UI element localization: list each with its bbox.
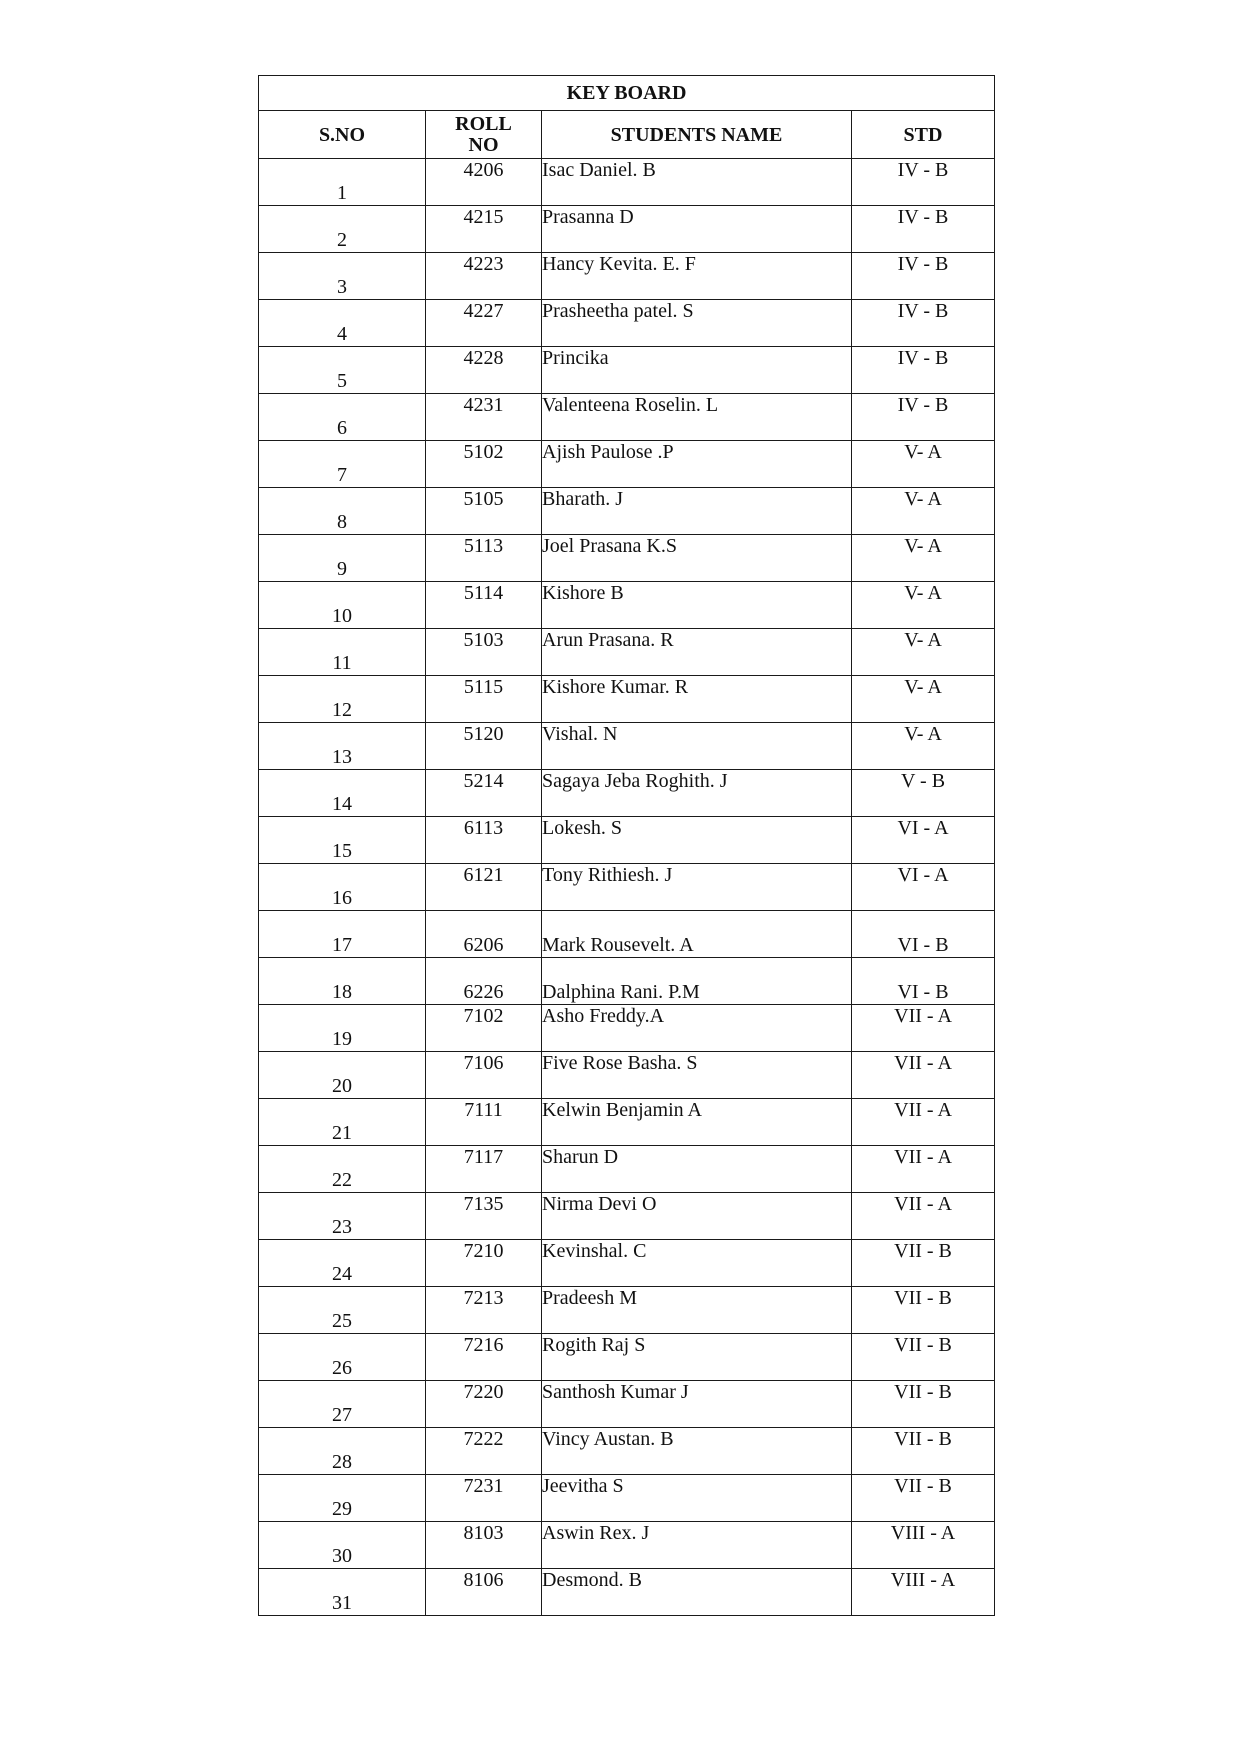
table-body <box>259 159 995 1616</box>
cell-std: VIII - A <box>852 1522 995 1569</box>
cell-sno: 6 <box>259 394 426 441</box>
cell-sno: 27 <box>259 1381 426 1428</box>
cell-std: VII - B <box>852 1475 995 1522</box>
cell-student-name: Lokesh. S <box>542 817 852 864</box>
cell-sno: 30 <box>259 1522 426 1569</box>
cell-roll-no: 6121 <box>426 864 542 911</box>
cell-student-name: Aswin Rex. J <box>542 1522 852 1569</box>
cell-std: VII - B <box>852 1240 995 1287</box>
cell-student-name: Desmond. B <box>542 1569 852 1616</box>
table-header-row <box>259 111 995 159</box>
cell-roll-no: 8106 <box>426 1569 542 1616</box>
table-row <box>259 817 995 864</box>
table-row <box>259 1334 995 1381</box>
cell-std: VI - A <box>852 864 995 911</box>
cell-sno: 25 <box>259 1287 426 1334</box>
cell-roll-no: 4228 <box>426 347 542 394</box>
table-row <box>259 535 995 582</box>
cell-student-name: Vincy Austan. B <box>542 1428 852 1475</box>
table-row <box>259 1428 995 1475</box>
table-row <box>259 723 995 770</box>
cell-sno: 18 <box>259 958 426 1005</box>
cell-sno: 15 <box>259 817 426 864</box>
cell-student-name: Prasanna D <box>542 206 852 253</box>
cell-roll-no: 5214 <box>426 770 542 817</box>
cell-student-name: Bharath. J <box>542 488 852 535</box>
cell-std: VII - A <box>852 1005 995 1052</box>
table-title-row <box>259 76 995 111</box>
cell-roll-no: 7210 <box>426 1240 542 1287</box>
cell-roll-no: 4223 <box>426 253 542 300</box>
table-row <box>259 1146 995 1193</box>
student-roster-table <box>258 75 995 1616</box>
cell-std: VI - B <box>852 958 995 1005</box>
table-row <box>259 1569 995 1616</box>
cell-std: IV - B <box>852 394 995 441</box>
table-row <box>259 582 995 629</box>
cell-std: VII - B <box>852 1334 995 1381</box>
cell-student-name: Hancy Kevita. E. F <box>542 253 852 300</box>
cell-std: VI - B <box>852 911 995 958</box>
cell-roll-no: 8103 <box>426 1522 542 1569</box>
header-students-name: STUDENTS NAME <box>542 111 852 159</box>
cell-sno: 16 <box>259 864 426 911</box>
cell-student-name: Vishal. N <box>542 723 852 770</box>
cell-sno: 10 <box>259 582 426 629</box>
cell-std: V- A <box>852 676 995 723</box>
cell-roll-no: 4215 <box>426 206 542 253</box>
cell-std: V- A <box>852 629 995 676</box>
cell-student-name: Valenteena Roselin. L <box>542 394 852 441</box>
cell-roll-no: 4231 <box>426 394 542 441</box>
cell-sno: 21 <box>259 1099 426 1146</box>
cell-std: VII - A <box>852 1146 995 1193</box>
cell-student-name: Rogith Raj S <box>542 1334 852 1381</box>
table-row <box>259 1475 995 1522</box>
table-row <box>259 1099 995 1146</box>
table-row <box>259 159 995 206</box>
cell-sno: 23 <box>259 1193 426 1240</box>
cell-sno: 31 <box>259 1569 426 1616</box>
cell-student-name: Dalphina Rani. P.M <box>542 958 852 1005</box>
cell-student-name: Santhosh Kumar J <box>542 1381 852 1428</box>
cell-roll-no: 7216 <box>426 1334 542 1381</box>
cell-std: VII - B <box>852 1381 995 1428</box>
cell-student-name: Tony Rithiesh. J <box>542 864 852 911</box>
header-roll-line2: NO <box>468 133 499 156</box>
table-row <box>259 300 995 347</box>
cell-sno: 11 <box>259 629 426 676</box>
cell-student-name: Kevinshal. C <box>542 1240 852 1287</box>
cell-sno: 12 <box>259 676 426 723</box>
cell-roll-no: 6113 <box>426 817 542 864</box>
cell-student-name: Isac Daniel. B <box>542 159 852 206</box>
cell-roll-no: 7213 <box>426 1287 542 1334</box>
cell-roll-no: 7231 <box>426 1475 542 1522</box>
cell-student-name: Joel Prasana K.S <box>542 535 852 582</box>
table-row <box>259 394 995 441</box>
table-row <box>259 347 995 394</box>
cell-roll-no: 5113 <box>426 535 542 582</box>
cell-std: VII - A <box>852 1099 995 1146</box>
cell-sno: 5 <box>259 347 426 394</box>
cell-sno: 17 <box>259 911 426 958</box>
cell-student-name: Kishore B <box>542 582 852 629</box>
cell-student-name: Mark Rousevelt. A <box>542 911 852 958</box>
cell-std: IV - B <box>852 347 995 394</box>
cell-student-name: Prasheetha patel. S <box>542 300 852 347</box>
table-row <box>259 1240 995 1287</box>
cell-std: VI - A <box>852 817 995 864</box>
cell-std: IV - B <box>852 300 995 347</box>
cell-roll-no: 7106 <box>426 1052 542 1099</box>
table-row <box>259 488 995 535</box>
cell-student-name: Ajish Paulose .P <box>542 441 852 488</box>
cell-roll-no: 7102 <box>426 1005 542 1052</box>
cell-roll-no: 5103 <box>426 629 542 676</box>
cell-student-name: Nirma Devi O <box>542 1193 852 1240</box>
cell-sno: 26 <box>259 1334 426 1381</box>
cell-roll-no: 6226 <box>426 958 542 1005</box>
table-row <box>259 1052 995 1099</box>
table-row <box>259 1005 995 1052</box>
table-row <box>259 441 995 488</box>
table-row <box>259 1522 995 1569</box>
header-sno: S.NO <box>259 111 426 159</box>
table-row <box>259 206 995 253</box>
cell-sno: 1 <box>259 159 426 206</box>
cell-roll-no: 7117 <box>426 1146 542 1193</box>
cell-sno: 13 <box>259 723 426 770</box>
cell-student-name: Five Rose Basha. S <box>542 1052 852 1099</box>
table-row <box>259 864 995 911</box>
table-row <box>259 770 995 817</box>
cell-sno: 3 <box>259 253 426 300</box>
cell-student-name: Arun Prasana. R <box>542 629 852 676</box>
cell-student-name: Sharun D <box>542 1146 852 1193</box>
cell-std: V- A <box>852 488 995 535</box>
cell-sno: 19 <box>259 1005 426 1052</box>
table-row <box>259 629 995 676</box>
cell-roll-no: 7222 <box>426 1428 542 1475</box>
cell-sno: 28 <box>259 1428 426 1475</box>
table-row <box>259 1287 995 1334</box>
cell-sno: 29 <box>259 1475 426 1522</box>
table-row <box>259 253 995 300</box>
cell-roll-no: 5120 <box>426 723 542 770</box>
cell-sno: 14 <box>259 770 426 817</box>
cell-student-name: Princika <box>542 347 852 394</box>
table-row <box>259 1381 995 1428</box>
cell-sno: 7 <box>259 441 426 488</box>
cell-student-name: Pradeesh M <box>542 1287 852 1334</box>
cell-roll-no: 5115 <box>426 676 542 723</box>
table-row <box>259 1193 995 1240</box>
cell-sno: 4 <box>259 300 426 347</box>
table-row <box>259 958 995 1005</box>
cell-roll-no: 7220 <box>426 1381 542 1428</box>
cell-std: V- A <box>852 535 995 582</box>
header-roll-line1: ROLL <box>455 112 512 135</box>
cell-sno: 2 <box>259 206 426 253</box>
cell-sno: 8 <box>259 488 426 535</box>
cell-sno: 20 <box>259 1052 426 1099</box>
cell-student-name: Jeevitha S <box>542 1475 852 1522</box>
header-roll-no <box>426 111 542 159</box>
cell-roll-no: 5114 <box>426 582 542 629</box>
cell-student-name: Asho Freddy.A <box>542 1005 852 1052</box>
cell-roll-no: 5105 <box>426 488 542 535</box>
cell-student-name: Sagaya Jeba Roghith. J <box>542 770 852 817</box>
cell-roll-no: 5102 <box>426 441 542 488</box>
cell-std: IV - B <box>852 206 995 253</box>
table-title: KEY BOARD <box>259 76 995 111</box>
cell-std: V- A <box>852 723 995 770</box>
cell-sno: 24 <box>259 1240 426 1287</box>
cell-sno: 9 <box>259 535 426 582</box>
cell-student-name: Kishore Kumar. R <box>542 676 852 723</box>
cell-student-name: Kelwin Benjamin A <box>542 1099 852 1146</box>
cell-sno: 22 <box>259 1146 426 1193</box>
cell-roll-no: 4227 <box>426 300 542 347</box>
cell-std: V- A <box>852 441 995 488</box>
header-std: STD <box>852 111 995 159</box>
cell-std: V - B <box>852 770 995 817</box>
cell-roll-no: 7111 <box>426 1099 542 1146</box>
cell-roll-no: 4206 <box>426 159 542 206</box>
cell-std: VII - A <box>852 1193 995 1240</box>
cell-std: VIII - A <box>852 1569 995 1616</box>
cell-std: V- A <box>852 582 995 629</box>
cell-std: IV - B <box>852 253 995 300</box>
table-row <box>259 911 995 958</box>
cell-std: VII - A <box>852 1052 995 1099</box>
cell-roll-no: 7135 <box>426 1193 542 1240</box>
cell-std: VII - B <box>852 1428 995 1475</box>
cell-std: VII - B <box>852 1287 995 1334</box>
table-row <box>259 676 995 723</box>
cell-roll-no: 6206 <box>426 911 542 958</box>
cell-std: IV - B <box>852 159 995 206</box>
